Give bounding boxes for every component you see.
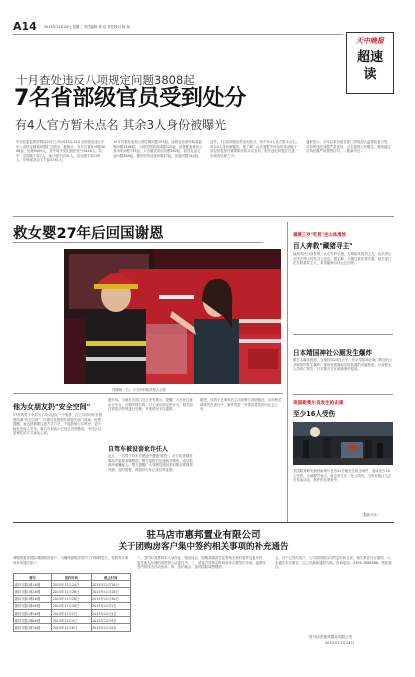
notice-table-row	[14, 581, 131, 588]
brand-box	[346, 32, 394, 94]
lead-body-col2: 10月共查处违规公款吃喝问题153起，违规发放津补贴或福利问题1186起，公款国内旅游问题223起，违规配备使用公务用车问题735起，大办婚丧喜庆问题262起，收送礼品礼金问题488起，楼堂馆所违规问题17起，其他问题744起。	[113, 140, 203, 158]
lead-body-col1: 中央纪委监察部网站23日公布2015年10月全国查处违反中央八项规定精神问题汇总情况。据统计，当月共查处问题3808起，处理5089人，其中给予党纪政纪处分3446人。其中，省部级干部7人，地厅级干部31人，县处级干部259人，乡科级及以下干部4792人。	[16, 140, 106, 163]
lead-subheadline: 有4人官方暂未点名 其余3人身份被曝光	[15, 118, 227, 132]
notice-table-cell: 2015年11月24日	[52, 581, 91, 588]
notice-subtitle: 关于团购房客户集中签约相关事项的补充通告	[118, 542, 289, 552]
notice-table-cell: 2015年11月30日	[91, 595, 130, 602]
article5-body: 据悉，该男子在事发后主动向警方说明情况，目前相关调查仍在进行中，案件的进一步情况将及时向社会公布。	[200, 398, 282, 412]
notice-table-cell: 惠邦·国际城4#楼	[14, 602, 52, 609]
notice-table-row	[14, 595, 131, 602]
brand-logo: 天中晚报	[356, 37, 384, 45]
notice-table-cell: 惠邦·国际城1#楼	[14, 581, 52, 588]
notice-table-header-cell: 截止时间	[91, 574, 130, 581]
page-number: A14	[13, 20, 37, 33]
section-divider-2	[13, 393, 283, 394]
notice-table-cell: 2015年11月26日	[52, 588, 91, 595]
right-news-2-headline: 日本靖国神社公厕发生爆炸	[293, 349, 373, 357]
notice-title: 驻马店市惠邦置业有限公司	[146, 530, 261, 541]
right-divider-2	[293, 394, 393, 395]
right-news-1-body: 福州市民日前发现一头走失的小猪，为帮助其找到主人，众多热心市民在网上转发寻主信息。据了解，小猪已被妥善安置，相关部门正在联系其主人，希望能够尽快让它回家。	[293, 252, 392, 266]
notice-intro: 尊敬的惠邦国际城团购房客户：为确保团购房签约工作顺利进行，现将有关事项补充通告如下：	[13, 556, 129, 565]
right-news-3-body: 美国路易斯安那州新奥尔良市22日晚发生枪击事件，造成至少16人受伤。当地警方表示，枪击发生在一处公园内，当时有数百人正在参加活动，案件仍在调查中。	[293, 469, 392, 483]
right-news-1-subhead: 百人奔救"藏猪寻主"	[293, 242, 353, 250]
notice-table-cell: 2015年12月2日	[52, 609, 91, 616]
notice-table-cell: 惠邦·国际城7#楼	[14, 624, 52, 631]
notice-table-cell: 惠邦·国际城5#楼	[14, 609, 52, 616]
notice-table-cell: 2015年11月30日	[52, 602, 91, 609]
shooting-photo	[293, 422, 393, 465]
article3-body: 据介绍，当地有关部门近日发布提示，提醒广大市民注意出行安全，合理安排行程。对于违反规定的行为，相关部门将依法依规进行处理，并视情况予以通报。	[108, 398, 193, 412]
notice-table-cell: 2015年12月8日	[91, 624, 130, 631]
section-divider-1	[13, 216, 394, 217]
notice-table-row	[14, 602, 131, 609]
notice-table-cell: 惠邦·国际城2#楼	[14, 588, 52, 595]
notice-table-cell: 2015年12月2日	[91, 602, 130, 609]
right-divider-1	[293, 334, 393, 335]
header-rule	[13, 34, 343, 35]
lead-headline: 7名省部级官员受到处分	[14, 86, 247, 111]
section-tag: 超速读	[356, 50, 383, 82]
notice-table-header	[14, 574, 131, 581]
rescue-photo-image	[64, 249, 281, 384]
notice-table-cell: 惠邦·国际城6#楼	[14, 617, 52, 624]
right-news-2-body: 据日本媒体报道，当地时间23日上午，东京靖国神社南门附近的公共厕所内发生爆炸，现场发现疑似定时装置的可疑物品。目前暂无人员伤亡报告，日本警方正在调查事件原因。	[293, 358, 393, 372]
notice-table	[13, 573, 131, 632]
article2-headline: 他为女朋友扔"安全空间"	[13, 403, 91, 411]
notice-table-header-cell: 楼号	[14, 574, 52, 581]
article2-body: 27岁的男子小刘为了给女朋友一个惊喜，在公共场所私自搭建所谓"安全空间"，结果引发围观并被相关部门劝离。民警提醒，表达感情要注意方式方法，不能影响公共秩序，更不能危及他人安全。事后小刘表示已经认识到错误，今后会以更理性的方式表达心意。	[13, 413, 103, 436]
notice-signature: 驻马店市惠邦置业有限公司	[309, 635, 353, 639]
article4-body: 近日，一名男子驾车行驶途中遭遇"碰瓷"，对方故意制造事故并索要高额赔偿。警方接报后迅速展开调查，成功抓获涉案嫌疑人。警方提醒广大驾驶员遇到类似情况要保持冷静，及时报警，保留好行车记录仪等证据。	[108, 454, 193, 472]
notice-right-text: 五、对于已签约客户，公司将按照合同约定时间交房，相关事宜另行通知。六、本通告未尽事宜，以公司最新通知为准。咨询电话：0396-2888888。特此通告。	[275, 556, 394, 570]
notice-table-row	[14, 617, 131, 624]
rescue-headline: 救女婴27年后回国谢恩	[13, 226, 164, 242]
right-column	[287, 222, 397, 522]
notice-table-cell: 2015年11月26日	[91, 581, 130, 588]
lead-body-col3: 此外，7名省部级官员受到处分，其中有4人官方暂未点名，其余3人身份被曝光。据了解，此次通报中涉及的省部级干部包括曾担任重要职务的多名官员，相关违纪问题正在进一步调查处理之中。	[210, 140, 300, 158]
right-news-3-headline: 美国新奥尔良发生枪击案	[293, 401, 344, 406]
notice-table-row	[14, 624, 131, 631]
rescue-photo	[64, 249, 281, 384]
notice-table-cell: 2015年12月6日	[91, 617, 130, 624]
notice-table-cell: 2015年12月4日	[52, 617, 91, 624]
right-news-3-subhead: 至少16人受伤	[293, 410, 336, 418]
notice-table-row	[14, 588, 131, 595]
notice-table-cell: 2015年11月28日	[91, 588, 130, 595]
notice-table-cell: 2015年12月6日	[52, 624, 91, 631]
date-line: 2015年11月24日 星期二 责任编辑 黄 虹 责任校对 杨 杨	[44, 25, 130, 29]
notice-box	[13, 522, 394, 667]
rescue-photo-caption: 郑晓明（右）与当年的救命恩人合影	[112, 388, 167, 392]
notice-table-cell: 2015年11月28日	[52, 595, 91, 602]
right-news-1-headline: 福建三岁"吃货"坐山体滑坡	[293, 233, 346, 238]
lead-kicker: 十月查处违反八项规定问题3808起	[16, 73, 195, 87]
notice-table-row	[14, 609, 131, 616]
notice-table-body	[14, 581, 131, 631]
notice-table-header-cell: 签约时间	[52, 574, 91, 581]
rescue-underline	[13, 242, 263, 243]
shooting-photo-image	[293, 422, 393, 465]
notice-table-cell: 2015年12月4日	[91, 609, 130, 616]
article4-headline: 自驾车被设套讹诈任人	[108, 446, 169, 453]
notice-table-cell: 惠邦·国际城3#楼	[14, 595, 52, 602]
notice-middle-text: 二、签约时须携带本人身份证、购房协议、团购款缴款凭证等相关资料原件及复印件，委托他人办理的须提供公证委托书。三、请客户按规定时间前来办理签约手续，逾期未签约的视为自动放弃。四、签约地点：惠邦国际城售楼部。	[137, 556, 266, 570]
lead-body-col4: 通报显示，今年以来各地各部门持续加大监督检查力度，对顶风违纪问题严肃查处、点名道姓公开曝光，释放越往后执纪越严的强烈信号。（据新华社）	[306, 140, 391, 154]
right-news-3-caption: （据新华社）	[360, 513, 381, 517]
notice-date: 2015年11月24日	[325, 641, 355, 645]
